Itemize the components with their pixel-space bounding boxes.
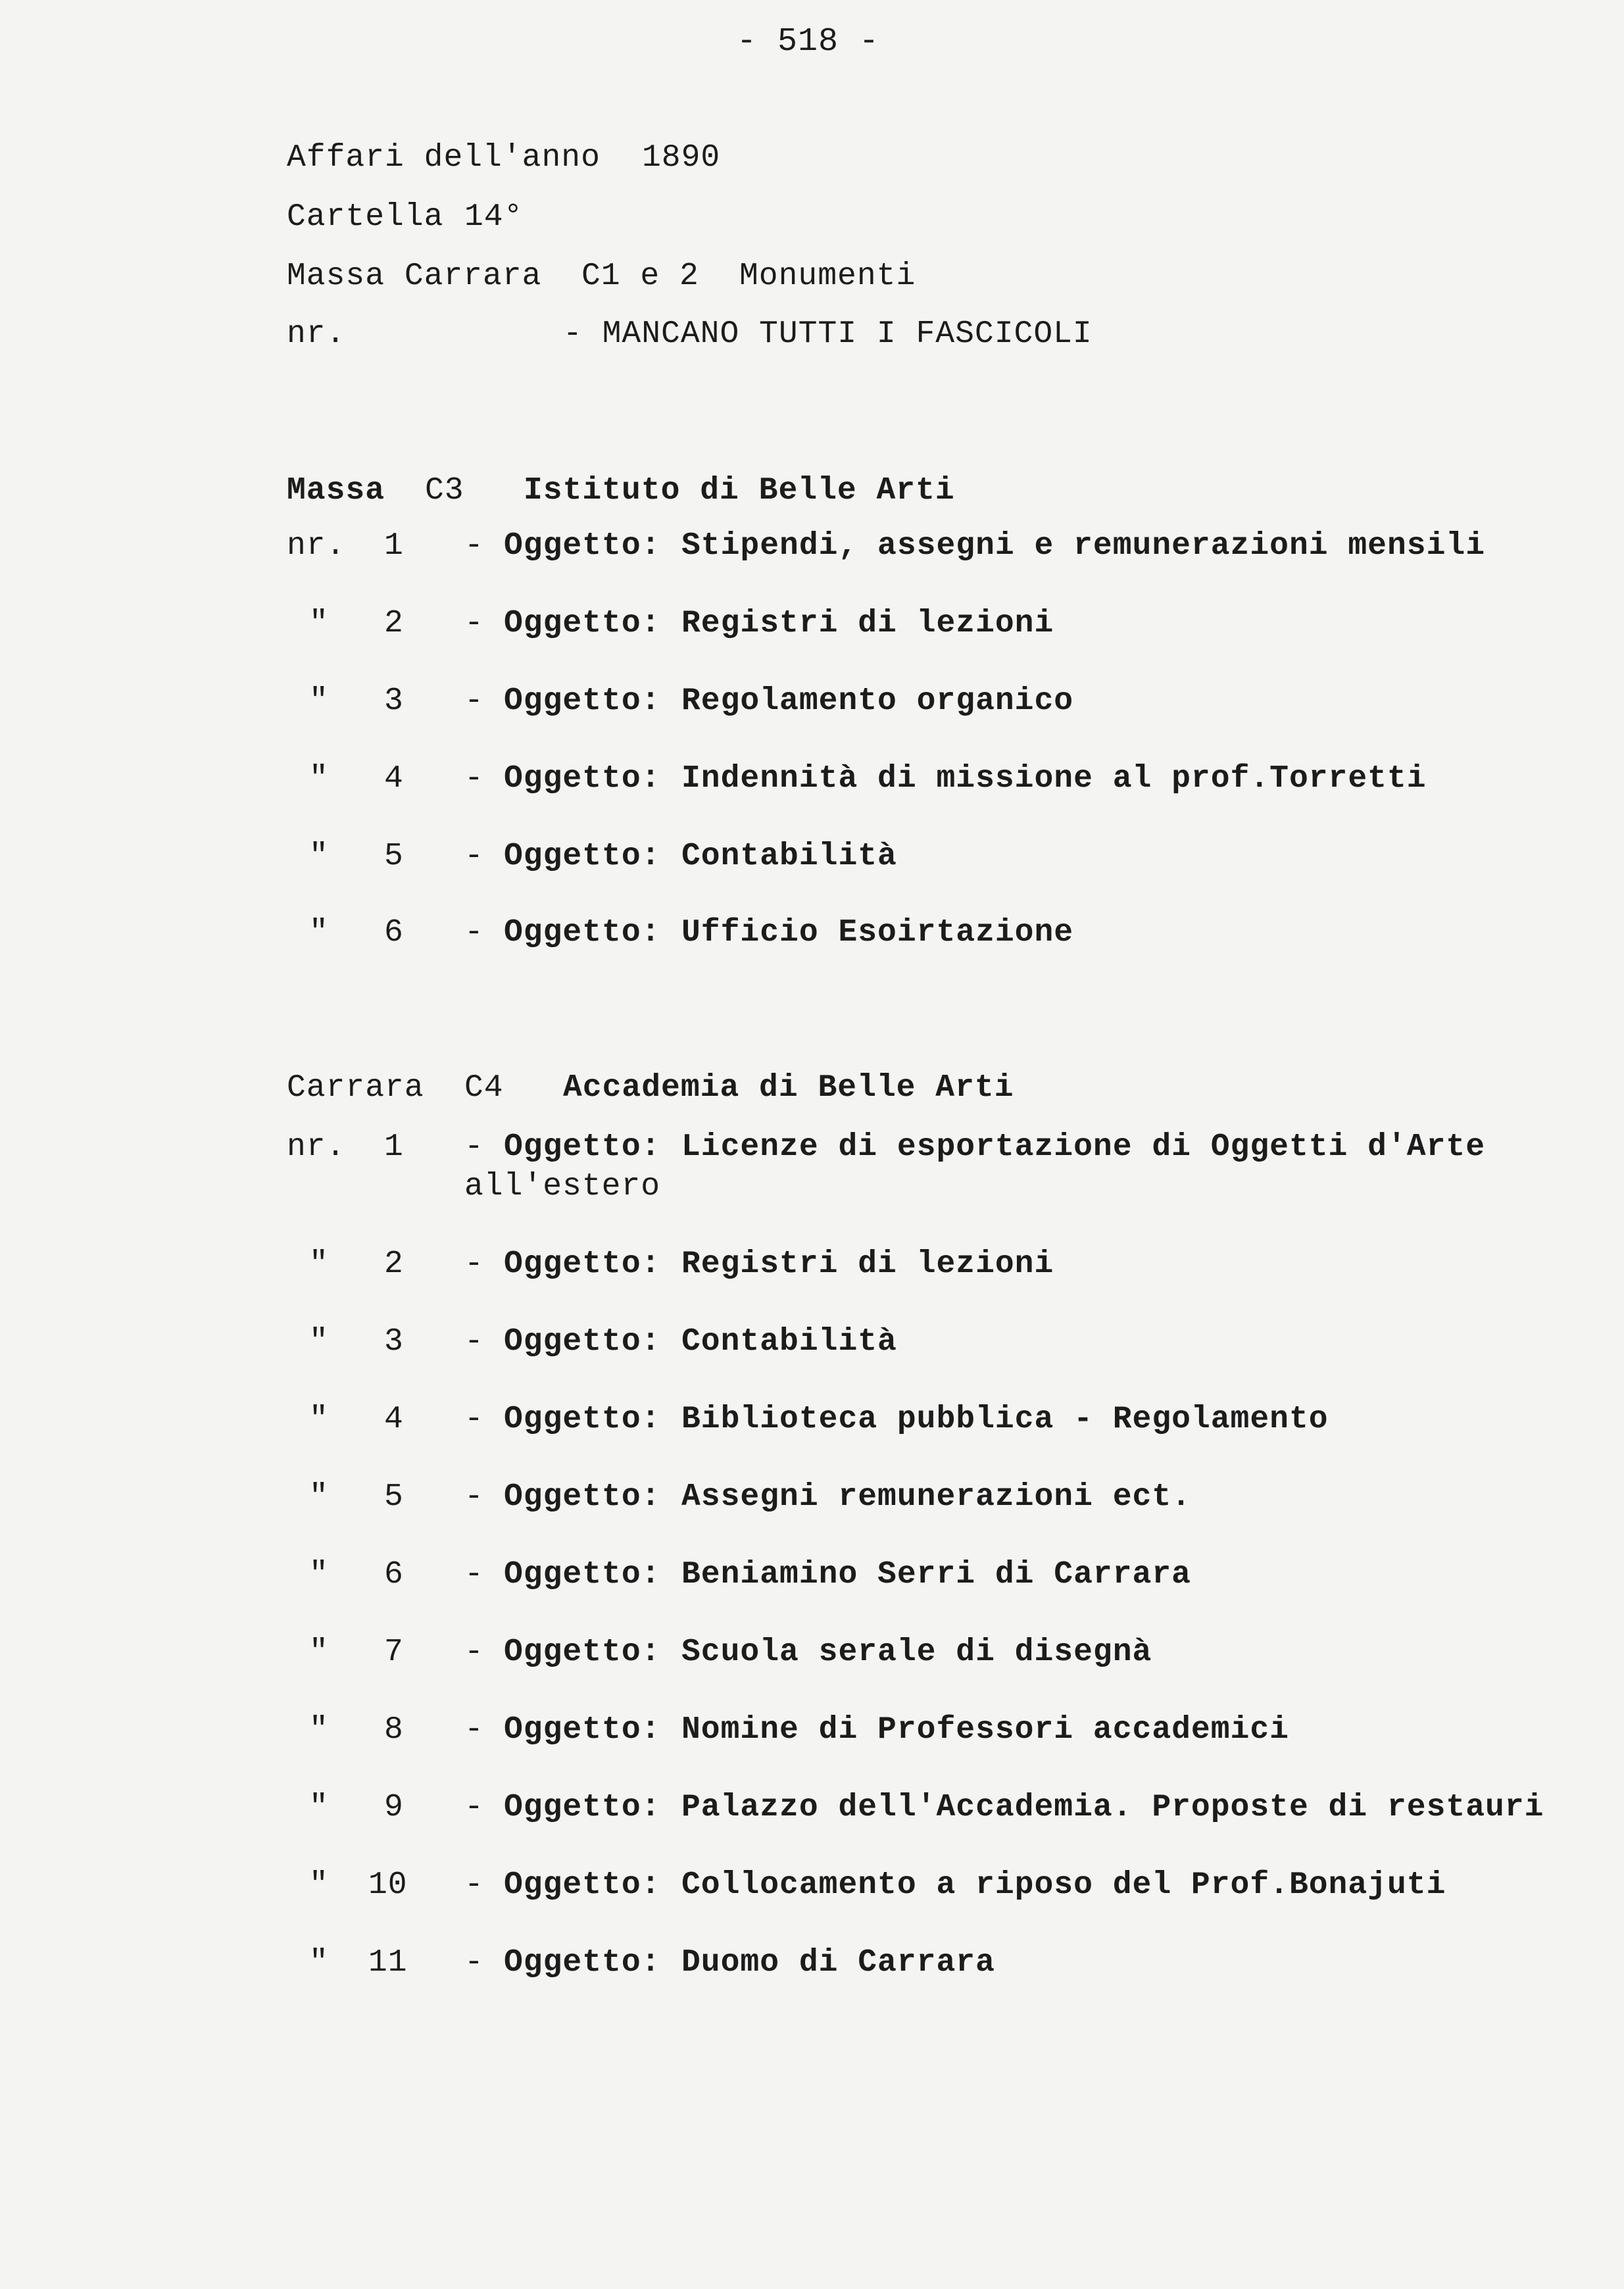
year-value: 1890 xyxy=(642,140,721,176)
row-object-label: Oggetto: xyxy=(504,1945,661,1981)
row-text: Registri di lezioni xyxy=(681,606,1054,641)
row-dash: - xyxy=(464,839,484,874)
row-object-label: Oggetto: xyxy=(504,1402,661,1437)
row-dash: - xyxy=(464,683,484,719)
row-text: Ufficio Esoirtazione xyxy=(681,915,1074,950)
missing-note: - MANCANO TUTTI I FASCICOLI xyxy=(563,316,1093,352)
year-label: Affari dell'anno xyxy=(287,140,601,176)
row-ditto: " xyxy=(309,1867,329,1903)
row-object-label: Oggetto: xyxy=(504,683,661,719)
row-ditto: " xyxy=(309,606,329,641)
row-dash: - xyxy=(464,915,484,950)
row-dash: - xyxy=(464,1557,484,1592)
row-ditto: " xyxy=(309,839,329,874)
row-text: Regolamento organico xyxy=(681,683,1074,719)
row-text: Biblioteca pubblica - Regolamento xyxy=(681,1402,1329,1437)
row-ditto: " xyxy=(309,1246,329,1282)
row-object-label: Oggetto: xyxy=(504,761,661,797)
section-place: Massa xyxy=(287,473,385,508)
row-nr-label: nr. xyxy=(287,528,346,564)
row-object-label: Oggetto: xyxy=(504,1867,661,1903)
row-ditto: " xyxy=(309,1712,329,1748)
row-number: 6 xyxy=(384,1557,404,1592)
row-dash: - xyxy=(464,1479,484,1515)
nr-label: nr. xyxy=(287,316,346,352)
row-text: Assegni remunerazioni ect. xyxy=(681,1479,1191,1515)
row-number: 2 xyxy=(384,606,404,641)
row-number: 11 xyxy=(368,1945,408,1981)
row-ditto: " xyxy=(309,915,329,950)
row-number: 7 xyxy=(384,1635,404,1670)
row-dash: - xyxy=(464,1712,484,1748)
page-number: - 518 - xyxy=(737,23,880,61)
row-dash: - xyxy=(464,761,484,797)
row-object-label: Oggetto: xyxy=(504,915,661,950)
title-heading: Monumenti xyxy=(739,258,916,294)
row-text: Stipendi, assegni e remunerazioni mensili xyxy=(681,528,1485,564)
row-dash: - xyxy=(464,606,484,641)
section-code: C4 xyxy=(464,1070,504,1106)
row-ditto: " xyxy=(309,1557,329,1592)
row-ditto: " xyxy=(309,1945,329,1981)
row-ditto: " xyxy=(309,1402,329,1437)
section-title: Istituto di Belle Arti xyxy=(524,473,955,508)
row-text: Licenze di esportazione di Oggetti d'Arte xyxy=(681,1129,1485,1165)
section-title: Accademia di Belle Arti xyxy=(563,1070,1014,1106)
row-dash: - xyxy=(464,1402,484,1437)
row-object-label: Oggetto: xyxy=(504,606,661,641)
row-object-label: Oggetto: xyxy=(504,1479,661,1515)
category-heading: C1 e 2 xyxy=(581,258,699,294)
row-object-label: Oggetto: xyxy=(504,1790,661,1825)
row-number: 9 xyxy=(384,1790,404,1825)
row-dash: - xyxy=(464,1790,484,1825)
row-dash: - xyxy=(464,1867,484,1903)
row-text: Indennità di missione al prof.Torretti xyxy=(681,761,1427,797)
row-number: 5 xyxy=(384,839,404,874)
row-ditto: " xyxy=(309,1790,329,1825)
row-number: 10 xyxy=(368,1867,408,1903)
row-dash: - xyxy=(464,1324,484,1360)
folder-label: Cartella xyxy=(287,199,444,235)
row-object-label: Oggetto: xyxy=(504,1324,661,1360)
row-ditto: " xyxy=(309,683,329,719)
row-number: 3 xyxy=(384,683,404,719)
row-object-label: Oggetto: xyxy=(504,528,661,564)
row-number: 1 xyxy=(384,528,404,564)
row-dash: - xyxy=(464,528,484,564)
folder-value: 14° xyxy=(464,199,524,235)
row-object-label: Oggetto: xyxy=(504,1129,661,1165)
row-object-label: Oggetto: xyxy=(504,1557,661,1592)
row-text: Duomo di Carrara xyxy=(681,1945,995,1981)
section-place: Carrara xyxy=(287,1070,424,1106)
row-text: Collocamento a riposo del Prof.Bonajuti xyxy=(681,1867,1446,1903)
row-text: Registri di lezioni xyxy=(681,1246,1054,1282)
place-heading: Massa Carrara xyxy=(287,258,542,294)
row-number: 2 xyxy=(384,1246,404,1282)
row-dash: - xyxy=(464,1129,484,1165)
row-ditto: " xyxy=(309,1635,329,1670)
row-number: 6 xyxy=(384,915,404,950)
row-dash: - xyxy=(464,1635,484,1670)
row-number: 8 xyxy=(384,1712,404,1748)
row-object-label: Oggetto: xyxy=(504,1246,661,1282)
row-dash: - xyxy=(464,1945,484,1981)
row-ditto: " xyxy=(309,1479,329,1515)
row-object-label: Oggetto: xyxy=(504,1712,661,1748)
row-object-label: Oggetto: xyxy=(504,1635,661,1670)
row-number: 4 xyxy=(384,1402,404,1437)
row-ditto: " xyxy=(309,761,329,797)
row-number: 4 xyxy=(384,761,404,797)
row-text: Beniamino Serri di Carrara xyxy=(681,1557,1191,1592)
row-object-label: Oggetto: xyxy=(504,839,661,874)
section-code: C3 xyxy=(425,473,464,508)
row-text: Palazzo dell'Accademia. Proposte di restauri xyxy=(681,1790,1544,1825)
row-text: Contabilità xyxy=(681,839,897,874)
row-number: 5 xyxy=(384,1479,404,1515)
row-ditto: " xyxy=(309,1324,329,1360)
row-number: 1 xyxy=(384,1129,404,1165)
row-dash: - xyxy=(464,1246,484,1282)
row-text: Scuola serale di disegnà xyxy=(681,1635,1152,1670)
row-number: 3 xyxy=(384,1324,404,1360)
row-text-continuation: all'estero xyxy=(464,1169,661,1204)
row-nr-label: nr. xyxy=(287,1129,346,1165)
row-text: Contabilità xyxy=(681,1324,897,1360)
row-text: Nomine di Professori accademici xyxy=(681,1712,1289,1748)
